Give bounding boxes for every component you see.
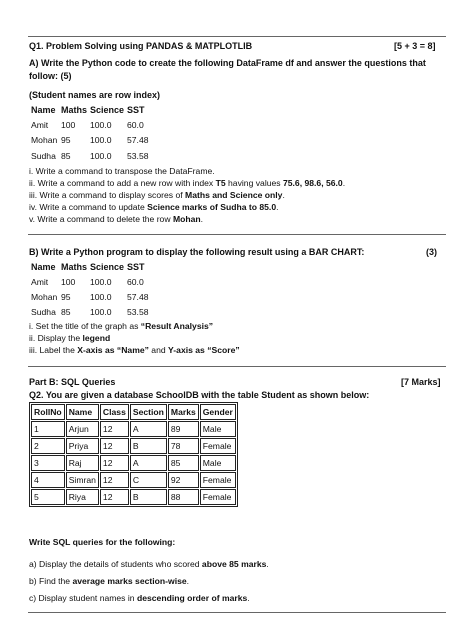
table-row: [31, 438, 236, 454]
df2-cell: Amit: [31, 277, 49, 287]
df2-row-2: [31, 307, 149, 317]
bold-text: Mohan: [172, 214, 201, 224]
text: .: [247, 593, 250, 603]
table-cell: Male: [200, 421, 236, 437]
sql-query-b: [29, 576, 189, 586]
text: ii. Display the: [29, 333, 83, 343]
divider-rule: [28, 366, 446, 367]
text: .: [266, 559, 269, 569]
q1-parta-line2: follow: (5): [29, 71, 72, 81]
df2-cell: 100.0: [90, 277, 112, 287]
table-cell: 2: [31, 438, 65, 454]
partb-marks: [7 Marks]: [401, 377, 441, 387]
table-header-row: [31, 404, 236, 420]
df2-cell: Sudha: [31, 307, 56, 317]
df1-cell: 57.48: [127, 135, 149, 145]
text: and: [148, 345, 169, 355]
q1-question-iii: [29, 190, 285, 200]
bold-text: T5: [215, 178, 226, 188]
df1-cell: 95: [61, 135, 71, 145]
table-cell: B: [130, 489, 167, 505]
q1-marks: [5 + 3 = 8]: [394, 41, 436, 51]
text: .: [342, 178, 346, 188]
text: b) Find the: [29, 576, 73, 586]
partb-title: Part B: SQL Queries: [29, 377, 116, 387]
q1-partb-marks: (3): [426, 247, 437, 257]
text: having values: [225, 178, 283, 188]
text: v. Write a command to delete the row: [29, 214, 173, 224]
df1-cell: 100: [61, 120, 76, 130]
df2-row-1: [31, 292, 149, 302]
table-cell: 12: [100, 421, 129, 437]
chart-question-i: [29, 321, 213, 331]
table-cell: 12: [100, 472, 129, 488]
table-cell: Raj: [66, 455, 99, 471]
df1-header-name: Name: [31, 105, 56, 115]
df1-header-sst: SST: [127, 105, 145, 115]
df1-cell: 100.0: [90, 120, 112, 130]
df2-header-name: Name: [31, 262, 56, 272]
df1-header-maths: Maths: [61, 105, 88, 115]
q1-question-v: [29, 214, 203, 224]
q1-title: Q1. Problem Solving using PANDAS & MATPLOTLIB: [29, 41, 253, 51]
table-row: [31, 455, 236, 471]
df2-header-sst: SST: [127, 262, 145, 272]
table-cell: 92: [168, 472, 199, 488]
header-cell: Name: [66, 404, 99, 420]
top-rule: [28, 36, 446, 37]
bold-text: “Result Analysis”: [140, 321, 214, 331]
table-cell: 88: [168, 489, 199, 505]
table-cell: A: [130, 455, 167, 471]
df2-cell: 60.0: [127, 277, 144, 287]
q1-partb-line: B) Write a Python program to display the following result using a BAR CHART:: [29, 247, 365, 257]
q1-question-i: i. Write a command to transpose the DataFrame.: [29, 166, 215, 176]
chart-question-ii: [29, 333, 110, 343]
header-cell: Section: [130, 404, 167, 420]
divider-rule: [28, 234, 446, 235]
df1-cell: Sudha: [31, 151, 56, 161]
table-cell: 5: [31, 489, 65, 505]
sql-query-c: [29, 593, 250, 603]
table-cell: Arjun: [66, 421, 99, 437]
q1-question-iv: [29, 202, 279, 212]
bold-text: above 85 marks: [201, 559, 267, 569]
index-note: (Student names are row index): [29, 90, 161, 100]
table-cell: Female: [200, 438, 236, 454]
df2-header-maths: Maths: [61, 262, 88, 272]
bold-text: 75.6, 98.6, 56.0: [282, 178, 343, 188]
df1-cell: 100.0: [90, 135, 112, 145]
table-cell: Female: [200, 489, 236, 505]
text: iv. Write a command to update: [29, 202, 148, 212]
df2-cell: 100.0: [90, 292, 112, 302]
text: .: [200, 214, 204, 224]
text: .: [276, 202, 279, 212]
table-cell: C: [130, 472, 167, 488]
bold-text: legend: [82, 333, 111, 343]
df1-cell: 60.0: [127, 120, 144, 130]
text: i. Set the title of the graph as: [29, 321, 141, 331]
sql-query-a: [29, 559, 269, 569]
df1-cell: 53.58: [127, 151, 149, 161]
table-cell: 85: [168, 455, 199, 471]
df1-row-1: [31, 135, 149, 145]
table-cell: 12: [100, 489, 129, 505]
table-cell: B: [130, 438, 167, 454]
table-cell: 3: [31, 455, 65, 471]
df2-cell: 57.48: [127, 292, 149, 302]
bold-text: average marks section-wise: [72, 576, 187, 586]
table-cell: 1: [31, 421, 65, 437]
text: a) Display the details of students who scored: [29, 559, 202, 569]
student-table: [29, 402, 238, 507]
bottom-rule: [28, 612, 446, 613]
table-cell: Simran: [66, 472, 99, 488]
df2-cell: Mohan: [31, 292, 58, 302]
df1-row-0: [31, 120, 144, 130]
table-row: [31, 421, 236, 437]
df2-header: [31, 262, 145, 272]
text: iii. Label the: [29, 345, 78, 355]
table-cell: Riya: [66, 489, 99, 505]
sql-heading: Write SQL queries for the following:: [29, 537, 176, 547]
df2-cell: 100: [61, 277, 76, 287]
df1-row-2: [31, 151, 149, 161]
df1-header-science: Science: [90, 105, 125, 115]
q2-text: Q2. You are given a database SchoolDB with the table Student as shown below:: [29, 390, 370, 400]
table-cell: 78: [168, 438, 199, 454]
df2-header-science: Science: [90, 262, 125, 272]
header-cell: Class: [100, 404, 129, 420]
df2-cell: 53.58: [127, 307, 149, 317]
bold-text: X-axis as “Name”: [77, 345, 149, 355]
table-cell: 4: [31, 472, 65, 488]
table-cell: 89: [168, 421, 199, 437]
table-cell: 12: [100, 455, 129, 471]
df1-header: [31, 105, 145, 115]
table-cell: Priya: [66, 438, 99, 454]
text: .: [186, 576, 190, 586]
table-row: [31, 489, 236, 505]
df1-cell: Mohan: [31, 135, 58, 145]
table-cell: A: [130, 421, 167, 437]
bold-text: Maths and Science only: [185, 190, 283, 200]
df2-cell: 100.0: [90, 307, 112, 317]
q1-question-ii: [29, 178, 345, 188]
table-cell: 12: [100, 438, 129, 454]
text: ii. Write a command to add a new row with index: [29, 178, 216, 188]
header-cell: Gender: [200, 404, 236, 420]
text: .: [282, 190, 285, 200]
df2-cell: 95: [61, 292, 71, 302]
bold-text: Science marks of Sudha to 85.0: [147, 202, 277, 212]
text: iii. Write a command to display scores of: [29, 190, 186, 200]
chart-question-iii: [29, 345, 240, 355]
q1-parta-line1: A) Write the Python code to create the following DataFrame df and answer the questions that: [29, 58, 426, 68]
df2-cell: 85: [61, 307, 71, 317]
df1-cell: 85: [61, 151, 71, 161]
table-row: [31, 472, 236, 488]
df1-cell: Amit: [31, 120, 49, 130]
header-cell: RollNo: [31, 404, 65, 420]
text: c) Display student names in: [29, 593, 137, 603]
table-cell: Female: [200, 472, 236, 488]
df1-cell: 100.0: [90, 151, 112, 161]
bold-text: descending order of marks: [136, 593, 248, 603]
table-cell: Male: [200, 455, 236, 471]
bold-text: Y-axis as “Score”: [168, 345, 240, 355]
df2-row-0: [31, 277, 144, 287]
header-cell: Marks: [168, 404, 199, 420]
